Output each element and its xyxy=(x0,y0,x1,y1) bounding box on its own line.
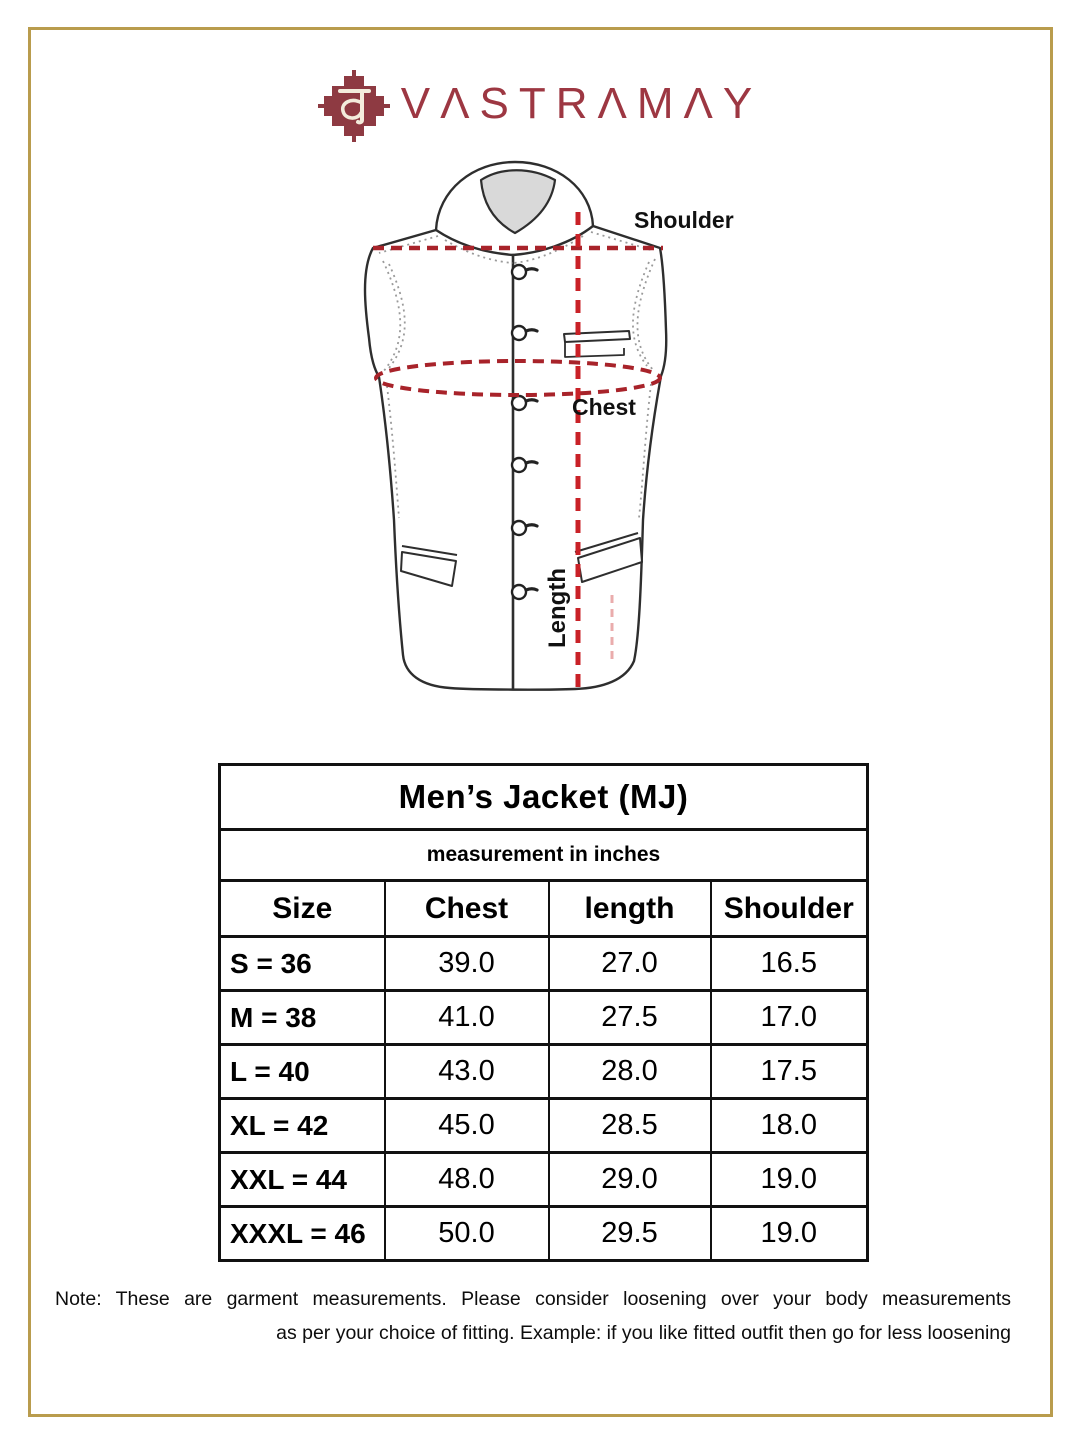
shoulder-label: Shoulder xyxy=(634,207,734,233)
chest-cell: 50.0 xyxy=(385,1207,549,1261)
shoulder-cell: 19.0 xyxy=(711,1153,868,1207)
table-subtitle: measurement in inches xyxy=(220,830,868,881)
col-header-length: length xyxy=(549,881,711,937)
col-header-size: Size xyxy=(220,881,385,937)
note-line-2: as per your choice of fitting. Example: if you like fitted outfit then go for less loosening xyxy=(276,1322,1011,1344)
chest-cell: 39.0 xyxy=(385,937,549,991)
size-cell: XXL = 44 xyxy=(220,1153,385,1207)
length-cell: 27.0 xyxy=(549,937,711,991)
vastramay-emblem-icon xyxy=(318,70,390,142)
shoulder-cell: 19.0 xyxy=(711,1207,868,1261)
chest-label: Chest xyxy=(572,394,636,420)
shoulder-cell: 16.5 xyxy=(711,937,868,991)
size-cell: M = 38 xyxy=(220,991,385,1045)
note-line-1: Note: These are garment measurements. Please consider loosening over your body measurements xyxy=(55,1288,1011,1310)
table-row xyxy=(220,937,868,991)
length-cell: 27.5 xyxy=(549,991,711,1045)
table-row xyxy=(220,1099,868,1153)
table-title-row xyxy=(220,765,868,830)
shoulder-cell: 18.0 xyxy=(711,1099,868,1153)
length-cell: 28.5 xyxy=(549,1099,711,1153)
table-header-row xyxy=(220,881,868,937)
col-header-chest: Chest xyxy=(385,881,549,937)
size-cell: S = 36 xyxy=(220,937,385,991)
table-row xyxy=(220,1207,868,1261)
length-label: Length xyxy=(544,568,571,648)
length-cell: 29.5 xyxy=(549,1207,711,1261)
table-row xyxy=(220,1045,868,1099)
table-row xyxy=(220,1153,868,1207)
measurement-note xyxy=(55,1282,1011,1350)
shoulder-cell: 17.0 xyxy=(711,991,868,1045)
table-row xyxy=(220,991,868,1045)
size-cell: XL = 42 xyxy=(220,1099,385,1153)
size-cell: XXXL = 46 xyxy=(220,1207,385,1261)
col-header-shoulder: Shoulder xyxy=(711,881,868,937)
brand-logo xyxy=(0,68,1080,144)
table-subtitle-row xyxy=(220,830,868,881)
length-cell: 28.0 xyxy=(549,1045,711,1099)
chest-cell: 45.0 xyxy=(385,1099,549,1153)
chest-cell: 41.0 xyxy=(385,991,549,1045)
chest-cell: 48.0 xyxy=(385,1153,549,1207)
jacket-measurement-diagram xyxy=(325,158,765,768)
length-cell: 29.0 xyxy=(549,1153,711,1207)
shoulder-cell: 17.5 xyxy=(711,1045,868,1099)
size-chart-table xyxy=(218,763,869,1262)
size-cell: L = 40 xyxy=(220,1045,385,1099)
chest-cell: 43.0 xyxy=(385,1045,549,1099)
brand-wordmark: VΛSTRΛMΛY xyxy=(400,79,763,128)
table-title: Men’s Jacket (MJ) xyxy=(220,765,868,830)
